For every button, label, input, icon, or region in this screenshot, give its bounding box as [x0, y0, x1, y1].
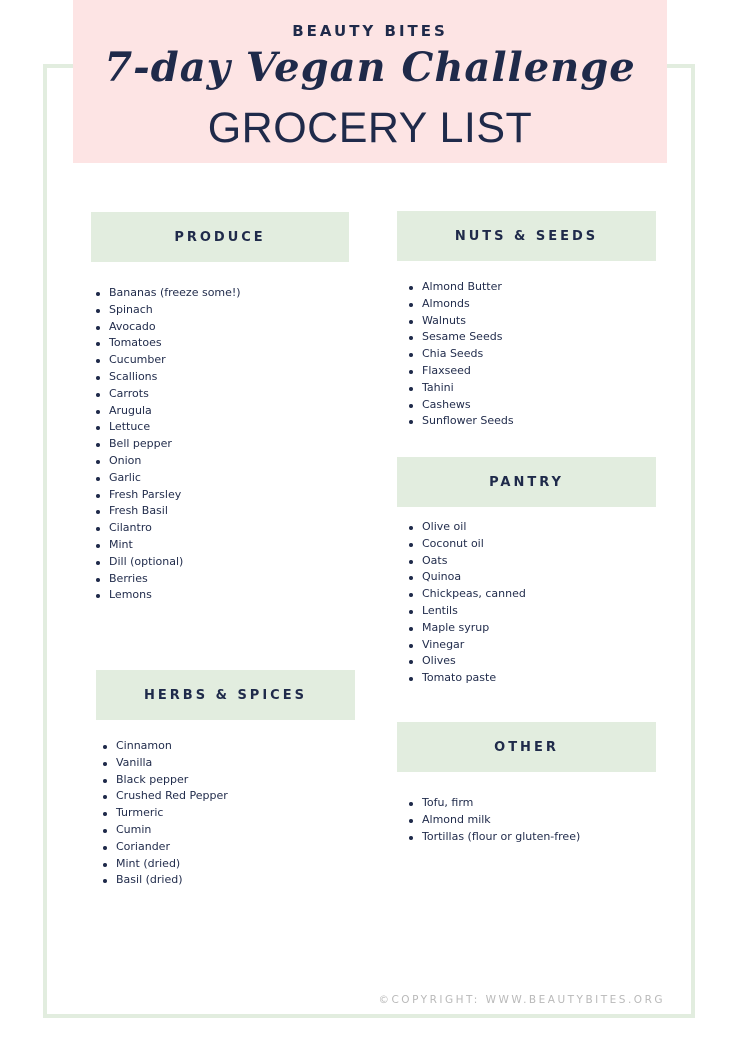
list-item: Tomatoes	[93, 335, 241, 352]
herbs-spices-list	[100, 738, 228, 889]
list-item: Carrots	[93, 386, 241, 403]
herbs-spices-heading: HERBS & SPICES	[144, 687, 307, 703]
header-banner	[73, 0, 667, 163]
list-item: Oats	[406, 553, 526, 570]
list-item: Olive oil	[406, 519, 526, 536]
list-item: Lentils	[406, 603, 526, 620]
list-item: Berries	[93, 571, 241, 588]
list-item: Vinegar	[406, 637, 526, 654]
other-heading: OTHER	[494, 739, 559, 755]
pantry-heading: PANTRY	[489, 474, 564, 490]
list-item: Bell pepper	[93, 436, 241, 453]
list-item: Olives	[406, 653, 526, 670]
copyright-notice: ©COPYRIGHT: WWW.BEAUTYBITES.ORG	[378, 994, 665, 1006]
list-item: Garlic	[93, 470, 241, 487]
list-item: Coconut oil	[406, 536, 526, 553]
pantry-list	[406, 519, 526, 687]
list-item: Turmeric	[100, 805, 228, 822]
list-item: Tahini	[406, 380, 514, 397]
list-item: Chia Seeds	[406, 346, 514, 363]
challenge-title: 7-day Vegan Challenge	[104, 44, 636, 91]
brand-name: BEAUTY BITES	[292, 22, 448, 40]
list-item: Fresh Parsley	[93, 487, 241, 504]
list-item: Quinoa	[406, 569, 526, 586]
list-item: Fresh Basil	[93, 503, 241, 520]
list-item: Almond Butter	[406, 279, 514, 296]
list-item: Cilantro	[93, 520, 241, 537]
list-item: Mint	[93, 537, 241, 554]
produce-heading: PRODUCE	[174, 229, 266, 245]
list-item: Basil (dried)	[100, 872, 228, 889]
produce-heading-band	[91, 212, 349, 262]
list-item: Black pepper	[100, 772, 228, 789]
list-item: Sunflower Seeds	[406, 413, 514, 430]
list-item: Almond milk	[406, 812, 580, 829]
list-item: Tofu, firm	[406, 795, 580, 812]
list-item: Chickpeas, canned	[406, 586, 526, 603]
list-item: Cumin	[100, 822, 228, 839]
list-item: Arugula	[93, 403, 241, 420]
list-item: Scallions	[93, 369, 241, 386]
list-item: Vanilla	[100, 755, 228, 772]
herbs-spices-heading-band	[96, 670, 355, 720]
nuts-seeds-heading-band	[397, 211, 656, 261]
list-item: Mint (dried)	[100, 856, 228, 873]
list-item: Spinach	[93, 302, 241, 319]
list-item: Dill (optional)	[93, 554, 241, 571]
produce-list	[93, 285, 241, 604]
list-item: Avocado	[93, 319, 241, 336]
list-item: Cashews	[406, 397, 514, 414]
pantry-heading-band	[397, 457, 656, 507]
list-item: Lemons	[93, 587, 241, 604]
list-item: Almonds	[406, 296, 514, 313]
list-item: Crushed Red Pepper	[100, 788, 228, 805]
list-item: Bananas (freeze some!)	[93, 285, 241, 302]
list-item: Lettuce	[93, 419, 241, 436]
list-item: Flaxseed	[406, 363, 514, 380]
page-title: GROCERY LIST	[207, 104, 533, 152]
list-item: Maple syrup	[406, 620, 526, 637]
list-item: Onion	[93, 453, 241, 470]
other-heading-band	[397, 722, 656, 772]
nuts-seeds-heading: NUTS & SEEDS	[454, 228, 599, 244]
list-item: Cucumber	[93, 352, 241, 369]
list-item: Cinnamon	[100, 738, 228, 755]
list-item: Tomato paste	[406, 670, 526, 687]
list-item: Sesame Seeds	[406, 329, 514, 346]
nuts-seeds-list	[406, 279, 514, 430]
list-item: Coriander	[100, 839, 228, 856]
list-item: Walnuts	[406, 313, 514, 330]
list-item: Tortillas (flour or gluten-free)	[406, 829, 580, 846]
other-list	[406, 795, 580, 845]
